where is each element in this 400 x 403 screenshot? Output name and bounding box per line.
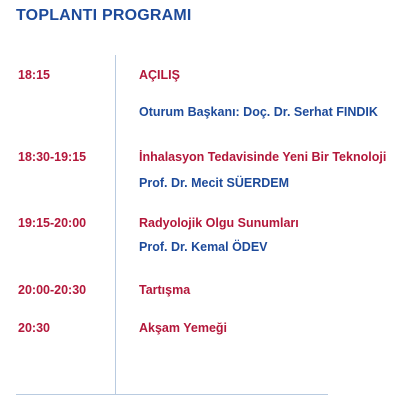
program-speaker: Prof. Dr. Kemal ÖDEV <box>139 240 268 254</box>
program-speaker: Prof. Dr. Mecit SÜERDEM <box>139 176 290 190</box>
bottom-divider <box>16 394 328 395</box>
program-time: 20:00-20:30 <box>18 283 87 297</box>
program-item-title: Tartışma <box>139 283 191 297</box>
program-item-title: İnhalasyon Tedavisinde Yeni Bir Teknoloji <box>139 150 387 164</box>
program-item-title: AÇILIŞ <box>139 68 180 82</box>
page-title: TOPLANTI PROGRAMI <box>16 7 192 24</box>
column-divider <box>115 55 116 395</box>
program-item-title: Radyolojik Olgu Sunumları <box>139 216 299 230</box>
program-speaker: Oturum Başkanı: Doç. Dr. Serhat FINDIK <box>139 105 378 119</box>
program-time: 18:15 <box>18 68 50 82</box>
program-time: 20:30 <box>18 321 50 335</box>
program-item-title: Akşam Yemeği <box>139 321 228 335</box>
program-time: 18:30-19:15 <box>18 150 87 164</box>
program-time: 19:15-20:00 <box>18 216 87 230</box>
